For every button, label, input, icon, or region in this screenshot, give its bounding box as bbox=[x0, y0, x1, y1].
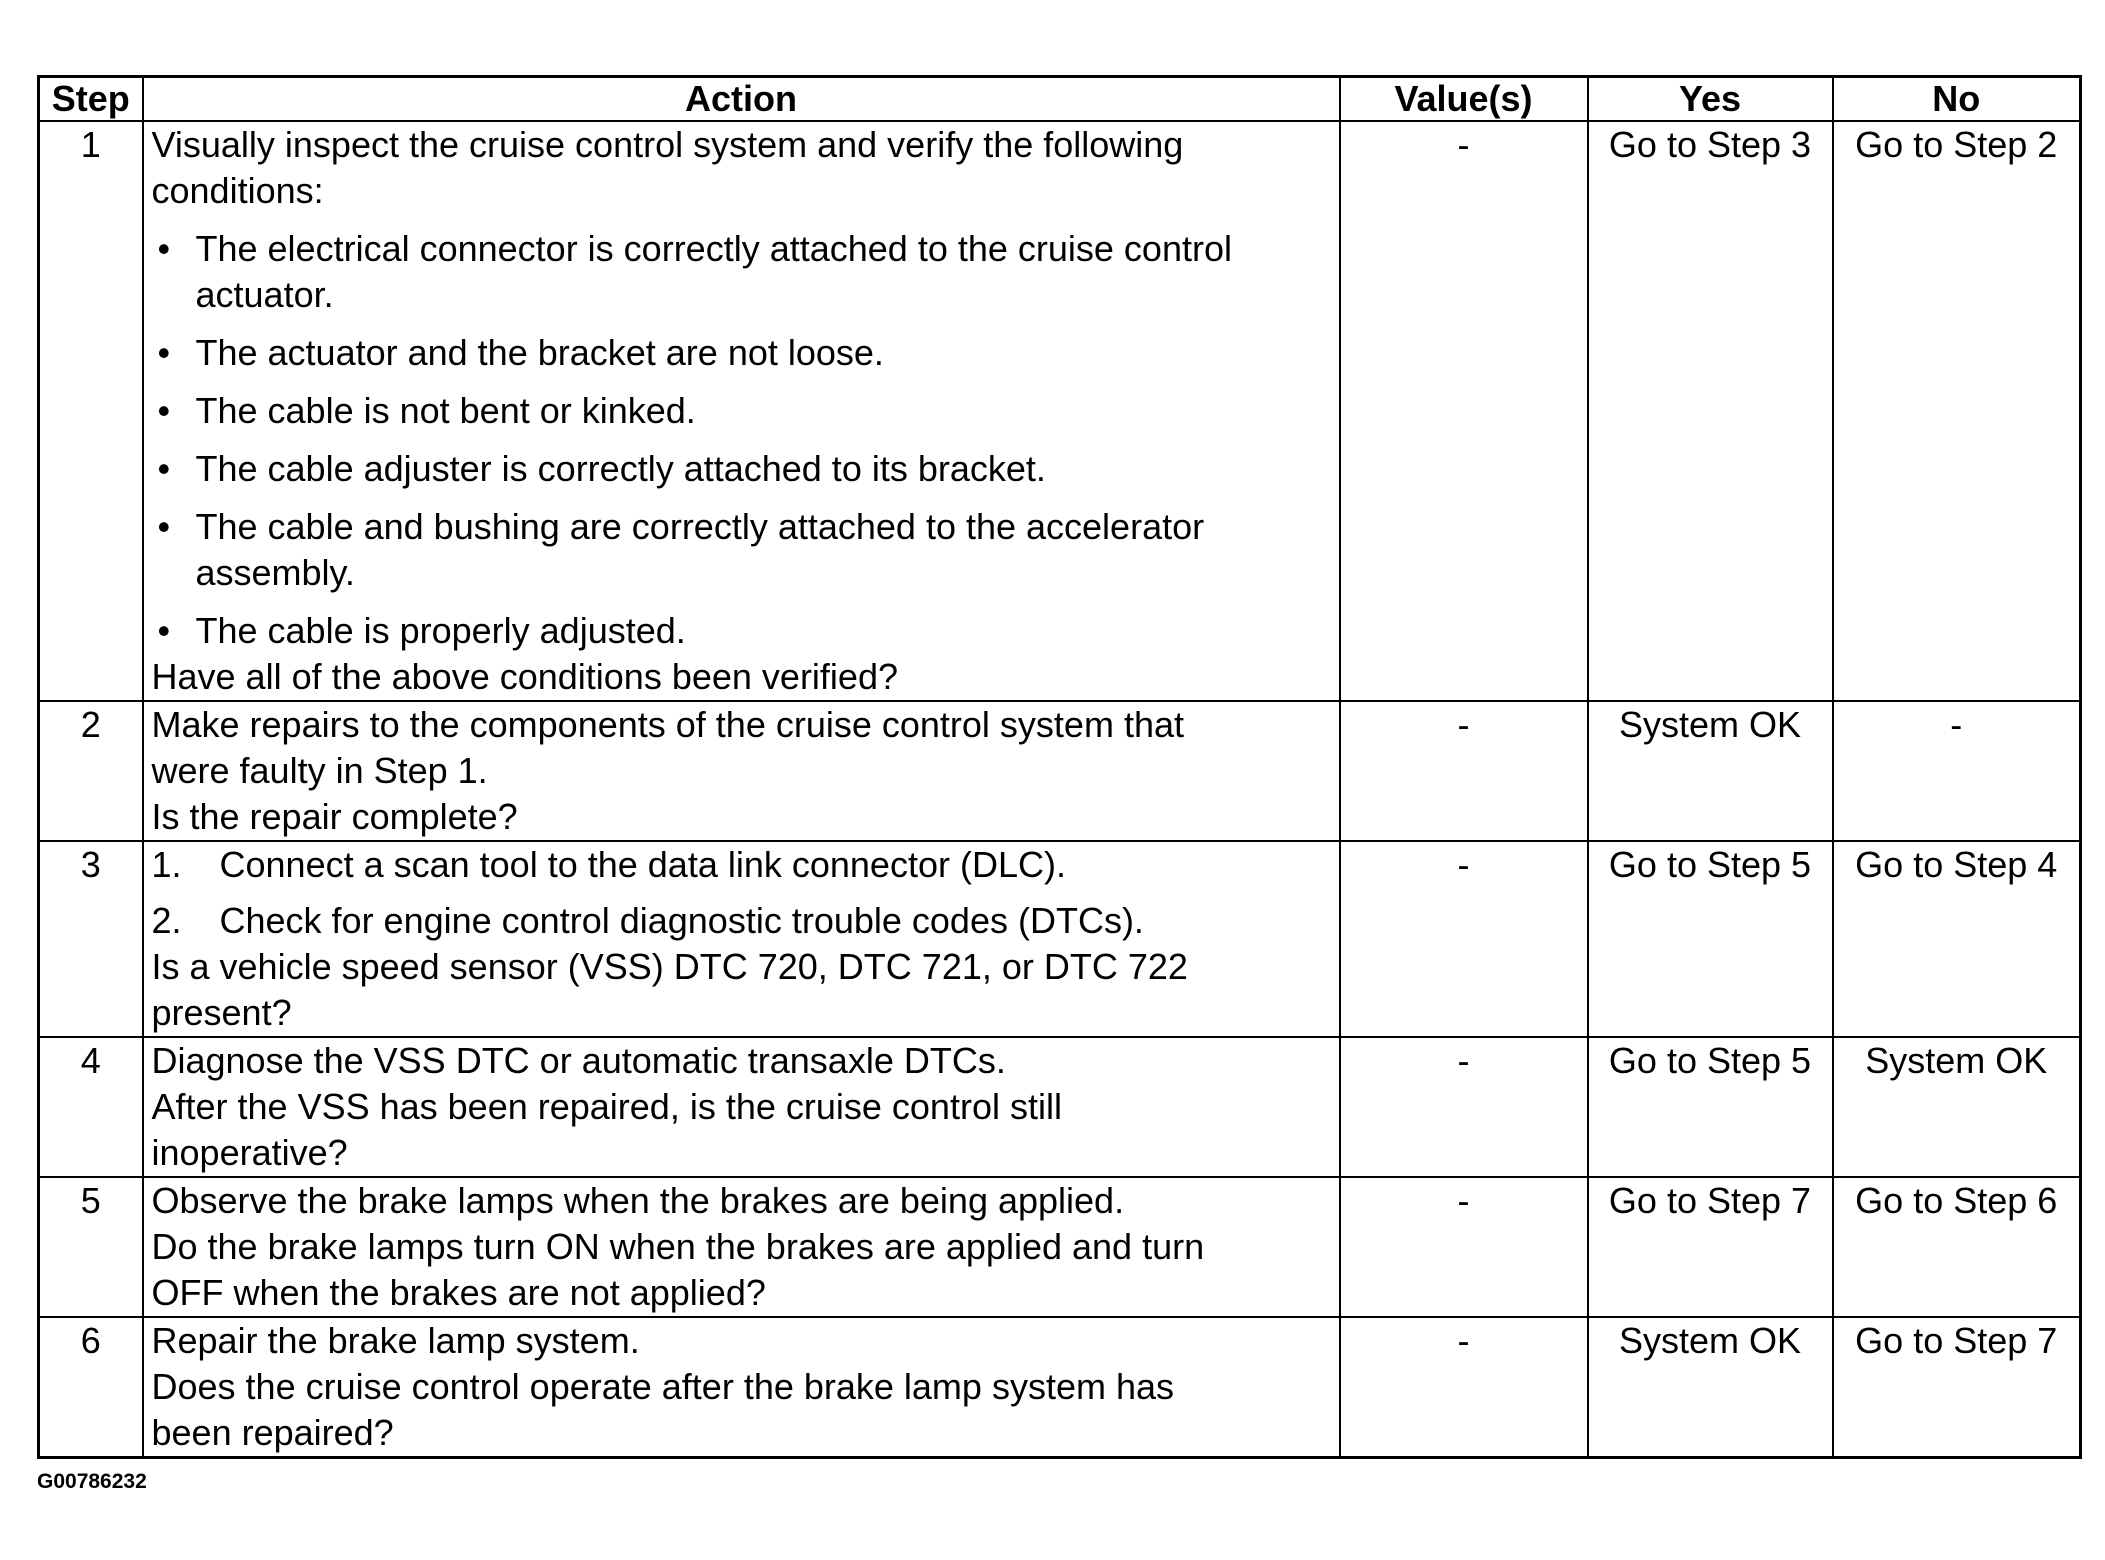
numbered-item bbox=[152, 842, 1331, 888]
header-step: Step bbox=[39, 77, 143, 122]
table-row bbox=[39, 1037, 2081, 1177]
table-row bbox=[39, 841, 2081, 1037]
bullet-icon: • bbox=[157, 390, 171, 431]
action-cell bbox=[143, 121, 1340, 701]
no-cell: Go to Step 6 bbox=[1833, 1177, 2081, 1317]
item-number: 1. bbox=[151, 844, 182, 885]
no-cell: Go to Step 4 bbox=[1833, 841, 2081, 1037]
numbered-item bbox=[152, 898, 1331, 944]
figure-id: G00786232 bbox=[37, 1470, 147, 1493]
action-line: Diagnose the VSS DTC or automatic transaxle DTCs. bbox=[151, 1040, 1006, 1081]
step-number: 2 bbox=[39, 701, 143, 841]
action-question: Do the brake lamps turn ON when the brakes are applied and turn bbox=[151, 1226, 1205, 1267]
bullet-icon: • bbox=[157, 610, 171, 651]
list-item-text: actuator. bbox=[195, 274, 334, 315]
bullet-icon: • bbox=[157, 228, 171, 269]
step-number: 3 bbox=[39, 841, 143, 1037]
yes-cell: System OK bbox=[1588, 1317, 1833, 1458]
values-cell: - bbox=[1340, 701, 1588, 841]
action-line: Make repairs to the components of the cruise control system that bbox=[151, 704, 1184, 745]
values-cell: - bbox=[1340, 121, 1588, 701]
list-item-text: The actuator and the bracket are not loose. bbox=[195, 332, 884, 373]
values-cell: - bbox=[1340, 1177, 1588, 1317]
action-question: Does the cruise control operate after the brake lamp system has bbox=[151, 1366, 1175, 1407]
step-number: 5 bbox=[39, 1177, 143, 1317]
list-item bbox=[152, 330, 1331, 376]
no-cell: System OK bbox=[1833, 1037, 2081, 1177]
yes-cell: System OK bbox=[1588, 701, 1833, 841]
header-no: No bbox=[1833, 77, 2081, 122]
header-values: Value(s) bbox=[1340, 77, 1588, 122]
list-item-text: The cable and bushing are correctly attached to the accelerator bbox=[195, 506, 1205, 547]
table-row bbox=[39, 701, 2081, 841]
action-cell bbox=[143, 1177, 1340, 1317]
list-item-text: The electrical connector is correctly attached to the cruise control bbox=[195, 228, 1232, 269]
yes-cell: Go to Step 5 bbox=[1588, 841, 1833, 1037]
action-line: were faulty in Step 1. bbox=[151, 750, 488, 791]
yes-cell: Go to Step 7 bbox=[1588, 1177, 1833, 1317]
yes-cell: Go to Step 5 bbox=[1588, 1037, 1833, 1177]
bullet-icon: • bbox=[157, 332, 171, 373]
step-number: 4 bbox=[39, 1037, 143, 1177]
list-item bbox=[152, 226, 1331, 318]
table-row bbox=[39, 1317, 2081, 1458]
list-item bbox=[152, 608, 1331, 654]
list-item bbox=[152, 388, 1331, 434]
table-row bbox=[39, 121, 2081, 701]
header-yes: Yes bbox=[1588, 77, 1833, 122]
action-line: conditions: bbox=[151, 170, 324, 211]
values-cell: - bbox=[1340, 841, 1588, 1037]
header-row bbox=[39, 77, 2081, 122]
action-line: Repair the brake lamp system. bbox=[151, 1320, 640, 1361]
list-item bbox=[152, 504, 1331, 596]
condition-list bbox=[152, 226, 1331, 654]
step-number: 6 bbox=[39, 1317, 143, 1458]
list-item-text: The cable is not bent or kinked. bbox=[195, 390, 696, 431]
action-cell bbox=[143, 1037, 1340, 1177]
numbered-item-text: Connect a scan tool to the data link connector (DLC). bbox=[219, 844, 1066, 885]
list-item-text: assembly. bbox=[195, 552, 355, 593]
action-cell bbox=[143, 841, 1340, 1037]
action-cell bbox=[143, 1317, 1340, 1458]
action-question: inoperative? bbox=[151, 1132, 348, 1173]
action-question: present? bbox=[151, 992, 292, 1033]
step-number: 1 bbox=[39, 121, 143, 701]
action-question: been repaired? bbox=[151, 1412, 394, 1453]
action-cell bbox=[143, 701, 1340, 841]
table-row bbox=[39, 1177, 2081, 1317]
no-cell: Go to Step 2 bbox=[1833, 121, 2081, 701]
list-item bbox=[152, 446, 1331, 492]
no-cell: - bbox=[1833, 701, 2081, 841]
action-line: Visually inspect the cruise control system and verify the following bbox=[151, 124, 1184, 165]
bullet-icon: • bbox=[157, 506, 171, 547]
list-item-text: The cable is properly adjusted. bbox=[195, 610, 686, 651]
numbered-item-text: Check for engine control diagnostic trouble codes (DTCs). bbox=[219, 900, 1144, 941]
action-question: Is the repair complete? bbox=[151, 796, 518, 837]
header-action: Action bbox=[143, 77, 1340, 122]
action-question: Is a vehicle speed sensor (VSS) DTC 720, DTC 721, or DTC 722 bbox=[151, 946, 1188, 987]
action-question: Have all of the above conditions been verified? bbox=[151, 656, 898, 697]
action-question: OFF when the brakes are not applied? bbox=[151, 1272, 766, 1313]
list-item-text: The cable adjuster is correctly attached to its bracket. bbox=[195, 448, 1046, 489]
yes-cell: Go to Step 3 bbox=[1588, 121, 1833, 701]
diagnostic-table bbox=[37, 75, 2082, 1459]
action-line: Observe the brake lamps when the brakes are being applied. bbox=[151, 1180, 1125, 1221]
values-cell: - bbox=[1340, 1037, 1588, 1177]
action-question: After the VSS has been repaired, is the cruise control still bbox=[151, 1086, 1062, 1127]
values-cell: - bbox=[1340, 1317, 1588, 1458]
bullet-icon: • bbox=[157, 448, 171, 489]
no-cell: Go to Step 7 bbox=[1833, 1317, 2081, 1458]
item-number: 2. bbox=[151, 900, 182, 941]
